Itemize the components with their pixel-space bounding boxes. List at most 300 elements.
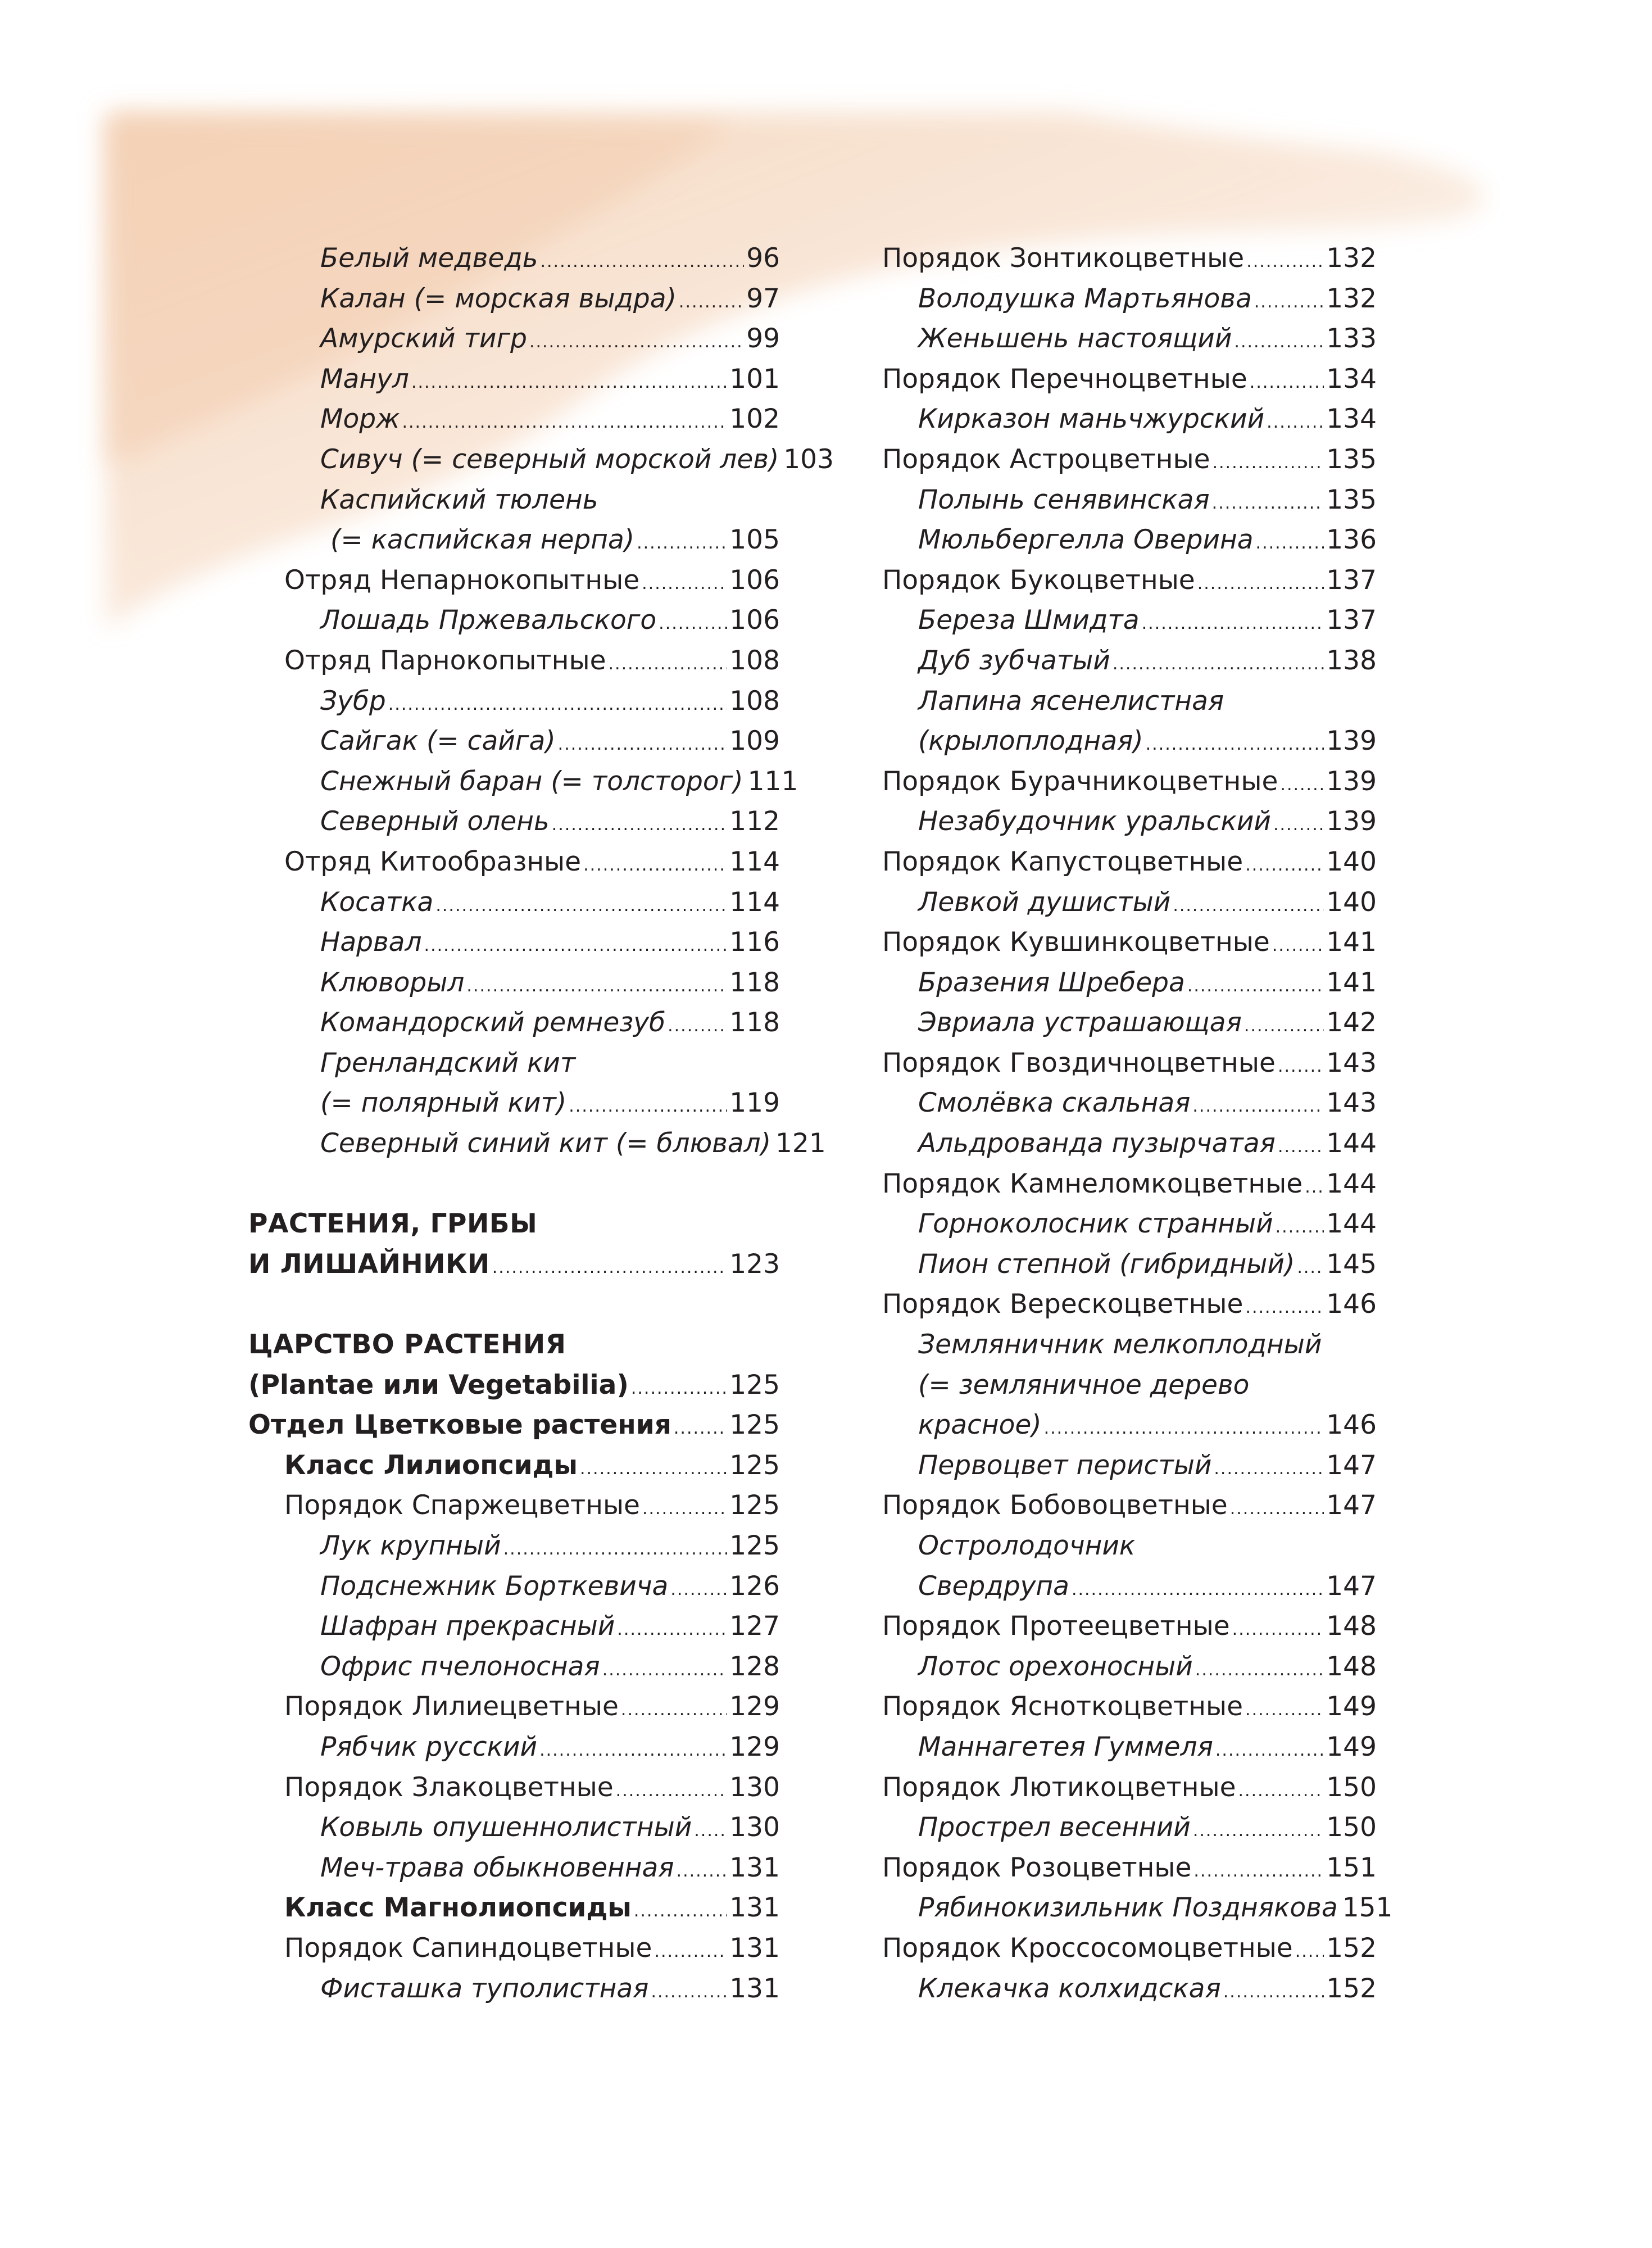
toc-entry-label: Класс Лилиопсиды: [284, 1449, 578, 1481]
dot-leader: [1245, 845, 1324, 886]
toc-page-number: 111: [747, 765, 798, 797]
toc-entry-label: Северный синий кит (= блювал): [320, 1128, 771, 1159]
toc-entry: [882, 1807, 1377, 1848]
dot-leader: [529, 322, 744, 362]
toc-entry: [882, 1445, 1377, 1486]
toc-page-number: 131: [729, 1973, 780, 2004]
toc-page-number: 119: [729, 1087, 780, 1119]
toc-entry: [882, 439, 1377, 480]
toc-page-number: 132: [1326, 243, 1377, 274]
toc-entry: [882, 1928, 1377, 1969]
toc-entry-label: Смолёвка скальная: [918, 1087, 1191, 1119]
toc-entry-label: Порядок Лютикоцветные: [882, 1771, 1236, 1803]
dot-leader: [677, 1851, 728, 1892]
dot-leader: [1214, 1449, 1324, 1489]
toc-entry: [248, 439, 834, 480]
toc-entry: [248, 1485, 780, 1526]
toc-entry: [882, 762, 1377, 802]
toc-page-number: 114: [729, 846, 780, 877]
toc-entry: [248, 1647, 780, 1687]
toc-entry-label: Клюворыл: [320, 967, 465, 998]
toc-entry: [882, 681, 1377, 722]
toc-page-number: 109: [729, 726, 780, 757]
dot-leader: [1245, 1690, 1324, 1730]
toc-entry: [248, 922, 780, 963]
toc-entry-label: Береза Шмидта: [918, 605, 1140, 636]
toc-page-number: 144: [1326, 1208, 1377, 1240]
toc-entry-label: Кирказон маньчжурский: [918, 404, 1265, 435]
toc-entry: [882, 1164, 1377, 1204]
toc-entry-label: Офрис пчелоносная: [320, 1651, 600, 1682]
dot-leader: [654, 1932, 727, 1972]
toc-entry-label: Порядок Бобовоцветные: [882, 1490, 1228, 1521]
toc-entry: [248, 1687, 780, 1727]
toc-entry-label: Амурский тигр: [320, 323, 527, 355]
toc-page-number: 140: [1326, 846, 1377, 877]
dot-leader: [540, 242, 744, 282]
dot-leader: [1246, 242, 1324, 282]
toc-page-number: 150: [1326, 1771, 1377, 1803]
toc-entry: [248, 560, 780, 601]
toc-entry-label: Порядок Лилиецветные: [284, 1691, 619, 1723]
toc-page-number: 132: [1326, 283, 1377, 314]
toc-entry: [248, 1807, 780, 1848]
dot-leader: [621, 1690, 727, 1730]
toc-entry: [248, 480, 780, 520]
toc-entry-label: Порядок Камнеломкоцветные: [882, 1168, 1303, 1199]
toc-entry: [882, 963, 1377, 1003]
dot-leader: [492, 1248, 728, 1288]
toc-page-number: 152: [1326, 1932, 1377, 1964]
toc-entry-label: Рябчик русский: [320, 1731, 538, 1762]
toc-page-number: 138: [1326, 645, 1377, 676]
toc-entry: [882, 1526, 1377, 1566]
toc-page-number: 151: [1326, 1852, 1377, 1883]
toc-page-number: 127: [729, 1611, 780, 1642]
toc-page-number: 139: [1326, 765, 1377, 797]
toc-entry: [248, 1566, 780, 1607]
toc-entry: [882, 1566, 1377, 1607]
toc-entry: [248, 882, 780, 923]
toc-entry-label: Морж: [320, 404, 400, 435]
toc-entry-label: И ЛИШАЙНИКИ: [248, 1248, 490, 1280]
dot-leader: [1280, 765, 1324, 805]
toc-entry-label: (= каспийская нерпа): [330, 524, 635, 556]
dot-leader: [659, 604, 727, 644]
dot-leader: [1272, 926, 1324, 966]
dot-leader: [388, 685, 728, 725]
toc-entry: [248, 600, 780, 641]
toc-entry: [248, 520, 780, 560]
dot-leader: [580, 1449, 727, 1489]
toc-page-number: 125: [729, 1449, 780, 1481]
toc-entry: [248, 1083, 780, 1123]
dot-leader: [1223, 1972, 1324, 2013]
dot-leader: [637, 523, 727, 564]
dot-leader: [642, 1489, 727, 1529]
dot-leader: [1232, 1610, 1324, 1650]
toc-entry-label: красное): [918, 1409, 1042, 1441]
toc-entry: [248, 1365, 780, 1406]
toc-entry-label: Дуб зубчатый: [918, 645, 1110, 676]
toc-page-number: 150: [1326, 1812, 1377, 1843]
toc-page-number: 137: [1326, 605, 1377, 636]
toc-entry-label: Мюльбергелла Оверина: [918, 524, 1254, 556]
toc-entry: [248, 963, 780, 1003]
toc-entry-label: Левкой душистый: [918, 886, 1171, 918]
dot-leader: [1278, 1127, 1324, 1167]
toc-entry-label: Гренландский кит: [320, 1047, 576, 1078]
toc-page-number: 139: [1326, 726, 1377, 757]
toc-entry: [248, 1848, 780, 1888]
toc-entry: [248, 641, 780, 681]
toc-entry: [248, 1445, 780, 1486]
toc-entry: [248, 319, 780, 359]
toc-entry: [248, 721, 780, 762]
toc-page-number: 133: [1326, 323, 1377, 355]
toc-entry: [248, 801, 780, 842]
dot-leader: [424, 926, 728, 966]
toc-entry-label: Манул: [320, 363, 409, 395]
dot-leader: [634, 1891, 727, 1932]
dot-leader: [1273, 805, 1324, 845]
toc-entry: [248, 1767, 780, 1808]
dot-leader: [411, 362, 727, 403]
toc-entry-label: Калан (= морская выдра): [320, 283, 677, 314]
toc-page-number: 108: [729, 645, 780, 676]
toc-entry: [248, 1123, 826, 1164]
toc-column-right: [882, 238, 1393, 2009]
toc-entry-label: (= полярный кит): [320, 1087, 567, 1119]
toc-entry-label: Порядок Кроссосомоцветные: [882, 1932, 1293, 1964]
dot-leader: [583, 845, 727, 886]
toc-entry-label: Порядок Спаржецветные: [284, 1490, 640, 1521]
toc-entry-label: Альдрованда пузырчатая: [918, 1128, 1276, 1159]
toc-entry: [882, 1083, 1377, 1123]
toc-entry-label: Первоцвет перистый: [918, 1449, 1212, 1481]
toc-page-number: 134: [1326, 404, 1377, 435]
toc-page-number: 129: [729, 1691, 780, 1723]
toc-entry: [882, 1727, 1377, 1767]
toc-entry: [882, 1848, 1377, 1888]
toc-page-number: 125: [729, 1490, 780, 1521]
toc-page-number: 118: [729, 1007, 780, 1039]
toc-entry-label: Маннагетея Гуммеля: [918, 1731, 1213, 1762]
toc-entry: [882, 1687, 1377, 1727]
dot-leader: [402, 402, 727, 443]
toc-entry: [882, 1647, 1377, 1687]
toc-entry: [248, 279, 780, 319]
dot-leader: [1173, 886, 1324, 926]
toc-entry-label: Порядок Букоцветные: [882, 564, 1195, 596]
toc-entry-label: Фисташка туполистная: [320, 1973, 649, 2004]
toc-entry: [248, 1606, 780, 1647]
dot-leader: [1254, 282, 1324, 323]
toc-page-number: 97: [746, 283, 780, 314]
dot-leader: [1197, 564, 1324, 604]
dot-leader: [1113, 644, 1324, 685]
toc-entry-label: Лошадь Пржевальского: [320, 605, 657, 636]
toc-page-number: 99: [746, 323, 780, 355]
dot-leader: [1276, 1207, 1324, 1248]
toc-entry-label: Отдел Цветковые растения: [248, 1409, 671, 1441]
toc-page-number: 130: [729, 1771, 780, 1803]
dot-leader: [642, 564, 727, 604]
toc-entry: [882, 319, 1377, 359]
toc-entry: [248, 762, 798, 802]
toc-page-number: 128: [729, 1651, 780, 1682]
toc-entry-label: Отряд Непарнокопытные: [284, 564, 640, 596]
toc-entry-label: Лук крупный: [320, 1530, 501, 1561]
toc-page-number: 108: [729, 685, 780, 717]
dot-leader: [1044, 1408, 1324, 1449]
toc-entry: [882, 641, 1377, 681]
toc-entry-label: Порядок Злакоцветные: [284, 1771, 614, 1803]
toc-page-number: 125: [729, 1369, 780, 1401]
toc-entry: [248, 1969, 780, 2009]
dot-leader: [616, 1771, 728, 1811]
toc-page-number: 121: [775, 1128, 826, 1159]
toc-entry-label: Остролодочник: [918, 1530, 1136, 1561]
toc-entry-label: Порядок Сапиндоцветные: [284, 1932, 652, 1964]
toc-page-number: 139: [1326, 806, 1377, 837]
toc-page-number: 116: [729, 927, 780, 958]
toc-page-number: 147: [1326, 1570, 1377, 1602]
toc-entry-label: Клекачка колхидская: [918, 1973, 1221, 2004]
toc-entry-label: Прострел весенний: [918, 1812, 1191, 1843]
toc-entry-label: Порядок Бурачникоцветные: [882, 765, 1278, 797]
toc-entry-label: Косатка: [320, 886, 434, 918]
dot-leader: [617, 1610, 727, 1650]
dot-leader: [1278, 1046, 1324, 1087]
toc-entry-label: Класс Магнолиопсиды: [284, 1892, 632, 1924]
toc-entry: [248, 1325, 780, 1365]
dot-leader: [1193, 1851, 1324, 1892]
toc-entry: [882, 842, 1377, 882]
dot-leader: [631, 1368, 727, 1409]
toc-page-number: 135: [1326, 484, 1377, 515]
toc-entry-label: Горноколосник странный: [918, 1208, 1273, 1240]
dot-leader: [435, 886, 727, 926]
dot-leader: [1215, 1730, 1324, 1771]
toc-page-number: 96: [746, 243, 780, 274]
toc-entry: [882, 1606, 1377, 1647]
toc-entry-label: Шафран прекрасный: [320, 1611, 615, 1642]
toc-page-number: 145: [1326, 1248, 1377, 1280]
toc-page-number: 143: [1326, 1047, 1377, 1078]
toc-page-number: 126: [729, 1570, 780, 1602]
toc-entry-label: Порядок Ясноткоцветные: [882, 1691, 1243, 1723]
dot-leader: [569, 1086, 727, 1127]
toc-page-number: 131: [729, 1892, 780, 1924]
toc-entry: [882, 1003, 1377, 1043]
toc-entry: [882, 1244, 1377, 1285]
toc-entry: [882, 1204, 1377, 1244]
dot-leader: [1072, 1570, 1324, 1610]
toc-page-number: 118: [729, 967, 780, 998]
toc-page-number: 101: [729, 363, 780, 395]
toc-entry: [248, 1727, 780, 1767]
dot-leader: [1187, 966, 1324, 1007]
toc-entry-label: Отряд Парнокопытные: [284, 645, 606, 676]
toc-entry-label: Лотос орехоносный: [918, 1651, 1193, 1682]
toc-page-number: 141: [1326, 967, 1377, 998]
toc-entry-label: Зубр: [320, 685, 386, 717]
toc-entry-label: Незабудочник уральский: [918, 806, 1271, 837]
toc-page-number: 144: [1326, 1168, 1377, 1199]
toc-entry: [882, 882, 1377, 923]
toc-entry-label: Полынь сенявинская: [918, 484, 1210, 515]
toc-entry-label: Рябинокизильник Позднякова: [918, 1892, 1338, 1924]
toc-entry: [882, 1969, 1377, 2009]
dot-leader: [1195, 1650, 1324, 1690]
toc-entry: [248, 238, 780, 279]
toc-entry-label: Меч-трава обыкновенная: [320, 1852, 674, 1883]
dot-leader: [1192, 1086, 1324, 1127]
toc-entry-label: Пион степной (гибридный): [918, 1248, 1295, 1280]
toc-page-number: 146: [1326, 1289, 1377, 1320]
toc-page-number: 125: [729, 1409, 780, 1441]
dot-leader: [552, 805, 728, 845]
toc-entry-label: Порядок Перечноцветные: [882, 363, 1247, 395]
dot-leader: [1305, 1167, 1324, 1208]
toc-entry: [248, 399, 780, 439]
toc-column-left: [248, 238, 834, 2009]
toc-page-number: 144: [1326, 1128, 1377, 1159]
toc-entry: [882, 520, 1377, 560]
toc-entry-label: Порядок Кувшинкоцветные: [882, 927, 1270, 958]
toc-page-number: 136: [1326, 524, 1377, 556]
toc-entry: [248, 842, 780, 882]
dot-leader: [1245, 1288, 1324, 1328]
dot-leader: [694, 1811, 727, 1851]
toc-entry: [882, 1767, 1377, 1808]
toc-entry: [882, 560, 1377, 601]
toc-entry-label: Порядок Астроцветные: [882, 443, 1210, 475]
dot-leader: [1234, 322, 1324, 362]
toc-entry: [248, 359, 780, 400]
dot-leader: [1212, 443, 1324, 483]
dot-leader: [1297, 1248, 1324, 1288]
dot-leader: [1230, 1489, 1324, 1529]
dot-leader: [1244, 1006, 1324, 1046]
toc-entry-label: (= земляничное дерево: [918, 1369, 1250, 1401]
toc-page-number: 123: [729, 1248, 780, 1280]
dot-leader: [668, 1006, 727, 1046]
toc-entry: [248, 1003, 780, 1043]
toc-entry-label: Подснежник Борткевича: [320, 1570, 669, 1602]
dot-leader: [674, 1408, 727, 1449]
toc-entry-label: Земляничник мелкоплодный: [918, 1329, 1322, 1361]
watercolor-wash-decoration: [0, 0, 1652, 674]
toc-entry: [882, 279, 1377, 319]
toc-page-number: 140: [1326, 886, 1377, 918]
toc-entry: [248, 1888, 780, 1928]
toc-entry: [882, 1405, 1377, 1445]
toc-page-number: 141: [1326, 927, 1377, 958]
toc-entry-label: РАСТЕНИЯ, ГРИБЫ: [248, 1208, 538, 1240]
toc-entry: [882, 922, 1377, 963]
toc-page-number: 102: [729, 404, 780, 435]
toc-entry-label: Женьшень настоящий: [918, 323, 1232, 355]
toc-entry: [248, 1405, 780, 1445]
dot-leader: [1267, 402, 1324, 443]
toc-page-number: 125: [729, 1530, 780, 1561]
toc-entry: [882, 1325, 1377, 1365]
toc-entry-label: Порядок Верескоцветные: [882, 1289, 1243, 1320]
toc-page-number: 143: [1326, 1087, 1377, 1119]
toc-page-number: 130: [729, 1812, 780, 1843]
toc-entry: [882, 238, 1377, 279]
dot-leader: [466, 966, 727, 1007]
toc-entry-label: Отряд Китообразные: [284, 846, 582, 877]
toc-entry: [882, 1284, 1377, 1325]
dot-leader: [539, 1730, 727, 1771]
dot-leader: [1238, 1771, 1324, 1811]
toc-page-number: 106: [729, 564, 780, 596]
dot-leader: [1250, 362, 1324, 403]
toc-page-number: 135: [1326, 443, 1377, 475]
toc-entry-label: Бразения Шребера: [918, 967, 1185, 998]
toc-page-number: 137: [1326, 564, 1377, 596]
toc-page-number: 129: [729, 1731, 780, 1762]
dot-leader: [1256, 523, 1324, 564]
dot-leader: [1212, 483, 1324, 524]
toc-page-number: 131: [729, 1852, 780, 1883]
toc-page-number: 148: [1326, 1651, 1377, 1682]
toc-page-number: 149: [1326, 1691, 1377, 1723]
toc-page-number: 151: [1342, 1892, 1393, 1924]
toc-entry-label: ЦАРСТВО РАСТЕНИЯ: [248, 1329, 566, 1361]
toc-entry: [882, 1485, 1377, 1526]
toc-page-number: 134: [1326, 363, 1377, 395]
toc-page-number: 112: [729, 806, 780, 837]
toc-entry-label: Командорский ремнезуб: [320, 1007, 666, 1039]
toc-entry-label: Лапина ясенелистная: [918, 685, 1224, 717]
toc-entry: [248, 1526, 780, 1566]
toc-entry-label: Порядок Протеецветные: [882, 1611, 1230, 1642]
toc-page-number: 146: [1326, 1409, 1377, 1441]
toc-entry: [248, 1244, 780, 1285]
dot-leader: [1193, 1811, 1324, 1851]
toc-entry: [248, 681, 780, 722]
dot-leader: [602, 1650, 728, 1690]
toc-page-number: 149: [1326, 1731, 1377, 1762]
toc-entry: [248, 1043, 780, 1084]
toc-entry-label: Володушка Мартьянова: [918, 283, 1252, 314]
toc-page-number: 114: [729, 886, 780, 918]
toc-entry-label: Снежный баран (= толсторог): [320, 765, 743, 797]
dot-leader: [609, 644, 728, 685]
toc-entry-label: Ковыль опушеннолистный: [320, 1812, 692, 1843]
dot-leader: [1142, 604, 1324, 644]
toc-entry-label: Порядок Гвоздичноцветные: [882, 1047, 1276, 1078]
toc-page-number: 142: [1326, 1007, 1377, 1039]
dot-leader: [651, 1972, 727, 2013]
toc-page-number: 106: [729, 605, 780, 636]
toc-entry: [882, 801, 1377, 842]
dot-leader: [679, 282, 744, 323]
toc-entry: [248, 1204, 780, 1244]
dot-leader: [1295, 1932, 1324, 1972]
toc-entry-label: (Plantae или Vegetabilia): [248, 1369, 629, 1401]
toc-entry: [882, 1888, 1393, 1928]
toc-entry: [882, 721, 1377, 762]
toc-page-number: 147: [1326, 1490, 1377, 1521]
toc-entry: [882, 359, 1377, 400]
toc-entry-label: Эвриала устрашающая: [918, 1007, 1242, 1039]
toc-entry-label: (крылоплодная): [918, 726, 1143, 757]
